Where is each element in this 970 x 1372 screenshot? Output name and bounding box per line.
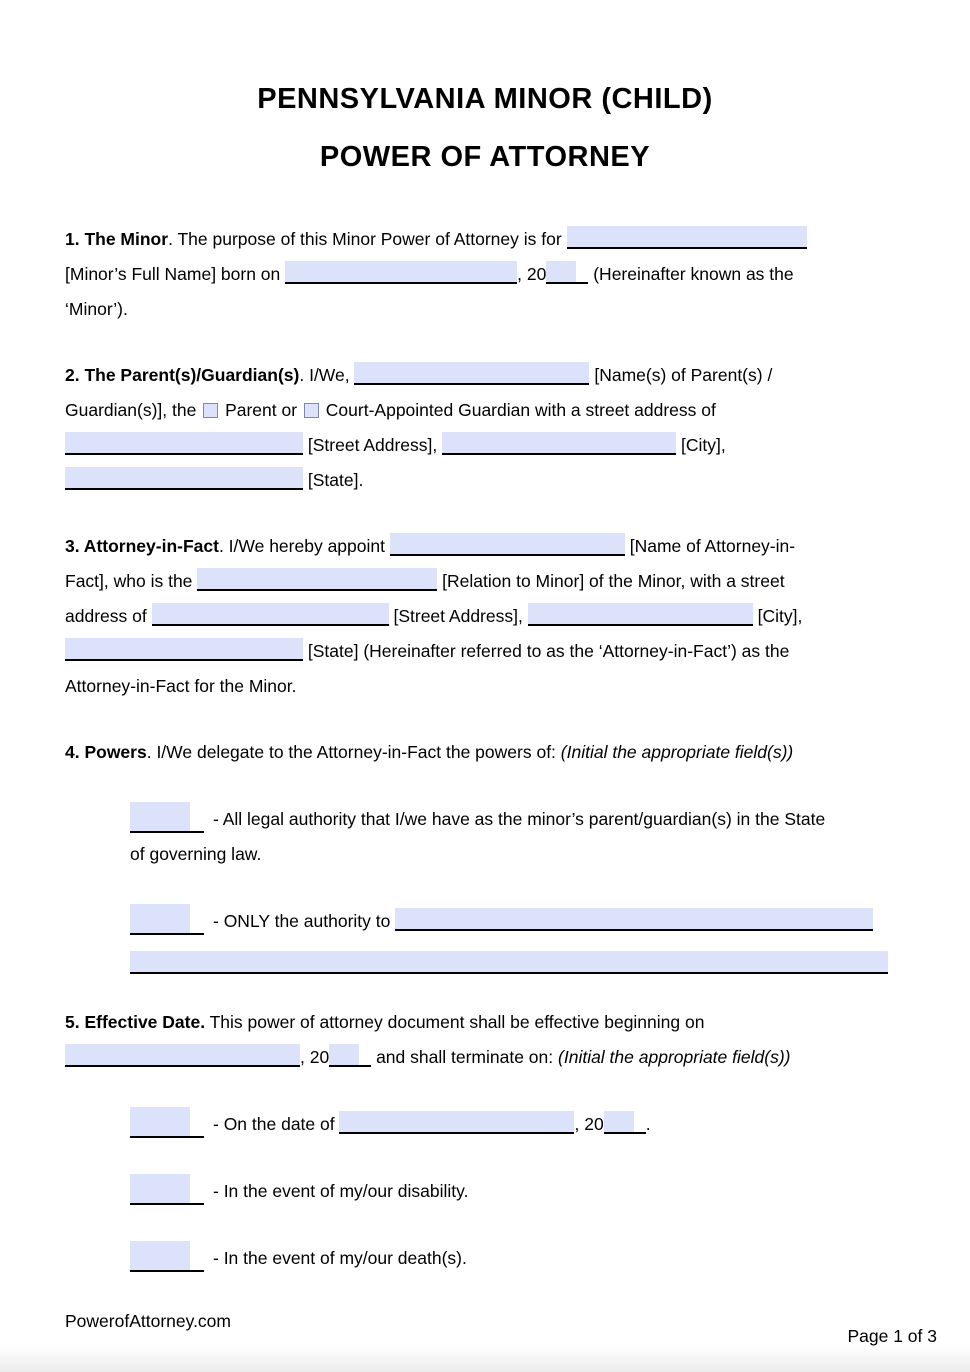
body-text: [State]. — [307, 470, 364, 490]
parent-names-field[interactable] — [354, 362, 589, 385]
section-heading: 5. Effective Date. — [65, 1012, 206, 1032]
text-line — [65, 1040, 905, 1075]
body-text: [Name of Attorney-in- — [629, 536, 796, 556]
initials-all-authority-box[interactable] — [130, 802, 190, 831]
only-authority-description-field-line2[interactable] — [130, 951, 888, 974]
body-text: Fact], who is the — [65, 571, 193, 591]
court-appointed-guardian-checkbox[interactable] — [304, 403, 319, 418]
parent-city-field[interactable] — [442, 432, 676, 455]
instruction-italic: (Initial the appropriate field(s)) — [558, 1047, 791, 1067]
body-text: - In the event of my/our death(s). — [213, 1248, 467, 1268]
minor-birth-year-field[interactable] — [546, 261, 588, 284]
initials-disability-box[interactable] — [130, 1174, 190, 1203]
initials-terminate-date-box[interactable] — [130, 1107, 190, 1136]
termination-year-box[interactable] — [604, 1111, 634, 1132]
body-text: . I/We delegate to the Attorney-in-Fact the powers of: — [146, 742, 556, 762]
text-line — [65, 393, 905, 428]
section-heading: 4. Powers — [65, 742, 147, 762]
text-line — [65, 564, 905, 599]
body-text: [Street Address], — [393, 606, 523, 626]
section-the-minor — [65, 222, 905, 327]
section-heading: 2. The Parent(s)/Guardian(s) — [65, 365, 300, 385]
body-text: Court-Appointed Guardian with a street address of — [325, 400, 716, 420]
text-line — [130, 904, 905, 939]
effective-year-field[interactable] — [329, 1044, 371, 1067]
footer-website: PowerofAttorney.com — [65, 1311, 231, 1331]
only-authority-description-field-line1[interactable] — [395, 908, 873, 931]
terminate-death-item — [130, 1241, 905, 1276]
terminate-on-date-item — [130, 1107, 905, 1142]
text-line — [130, 802, 905, 837]
section-heading: 1. The Minor — [65, 229, 169, 249]
body-text: [Relation to Minor] of the Minor, with a street — [442, 571, 785, 591]
initials-death-field[interactable] — [130, 1241, 204, 1272]
text-line — [65, 1005, 905, 1040]
section-effective-date — [65, 1005, 905, 1276]
body-text: - In the event of my/our disability. — [213, 1181, 469, 1201]
body-text: . The purpose of this Minor Power of Attorney is for — [168, 229, 562, 249]
parent-checkbox[interactable] — [203, 403, 218, 418]
parent-state-field[interactable] — [65, 467, 303, 490]
minor-birth-date-field[interactable] — [285, 261, 517, 284]
initials-only-authority-box[interactable] — [130, 904, 190, 933]
initials-death-box[interactable] — [130, 1241, 190, 1270]
body-text: [Name(s) of Parent(s) / — [594, 365, 773, 385]
termination-year-field[interactable] — [604, 1111, 646, 1134]
effective-year-box[interactable] — [329, 1044, 359, 1065]
effective-date-field[interactable] — [65, 1044, 300, 1067]
body-text: Guardian(s)], the — [65, 400, 197, 420]
body-text: , 20 — [300, 1047, 330, 1067]
relation-to-minor-field[interactable] — [197, 568, 437, 591]
initials-only-authority-field[interactable] — [130, 904, 204, 935]
text-line — [65, 428, 905, 463]
body-text: [Street Address], — [307, 435, 438, 455]
body-text: - All legal authority that I/we have as the minor’s parent/guardian(s) in the State — [213, 809, 826, 829]
text-line — [65, 735, 905, 770]
body-text: This power of attorney document shall be effective beginning on — [209, 1012, 705, 1032]
text-line: ‘Minor’). — [65, 299, 128, 319]
body-text: - ONLY the authority to — [213, 911, 391, 931]
body-text: [City], — [681, 435, 726, 455]
terminate-disability-item — [130, 1174, 905, 1209]
body-text: [State] (Hereinafter referred to as the ‘Attorney-in-Fact’) as the — [307, 641, 790, 661]
text-line — [65, 529, 905, 564]
body-text: and shall terminate on: — [376, 1047, 554, 1067]
attorney-state-field[interactable] — [65, 638, 303, 661]
body-text: [City], — [757, 606, 803, 626]
page-edge-shadow — [0, 1346, 970, 1372]
body-text: (Hereinafter known as the — [593, 264, 794, 284]
body-text: - On the date of — [213, 1114, 335, 1134]
text-line: Attorney-in-Fact for the Minor. — [65, 676, 297, 696]
attorney-city-field[interactable] — [528, 603, 753, 626]
text-line — [65, 222, 905, 257]
text-line — [65, 257, 905, 292]
text-line — [65, 634, 905, 669]
initials-all-authority-field[interactable] — [130, 802, 204, 833]
text-line — [65, 358, 905, 393]
body-text: . I/We, — [299, 365, 350, 385]
powers-all-authority-item — [130, 802, 905, 872]
body-text: address of — [65, 606, 147, 626]
section-heading: 3. Attorney-in-Fact — [65, 536, 219, 556]
termination-date-field[interactable] — [339, 1111, 574, 1134]
body-text: , 20 — [574, 1114, 604, 1134]
section-attorney-in-fact — [65, 529, 905, 704]
body-text: . — [645, 1114, 651, 1134]
body-text: . I/We hereby appoint — [218, 536, 385, 556]
body-text: [Minor’s Full Name] born on — [65, 264, 281, 284]
title-line-2: POWER OF ATTORNEY — [319, 141, 651, 173]
text-line — [65, 463, 905, 498]
text-line — [130, 1241, 905, 1276]
minor-birth-year-box[interactable] — [546, 261, 576, 282]
section-parents-guardians — [65, 358, 905, 498]
minor-full-name-field[interactable] — [567, 226, 807, 249]
powers-only-authority-item — [130, 904, 905, 974]
text-line: of governing law. — [130, 844, 262, 864]
initials-disability-field[interactable] — [130, 1174, 204, 1205]
section-powers — [65, 735, 905, 974]
text-line — [130, 1107, 905, 1142]
body-text: Parent or — [225, 400, 298, 420]
title-line-1: PENNSYLVANIA MINOR (CHILD) — [257, 83, 713, 115]
initials-terminate-date-field[interactable] — [130, 1107, 204, 1138]
attorney-street-address-field[interactable] — [152, 603, 389, 626]
instruction-italic: (Initial the appropriate field(s)) — [560, 742, 794, 762]
parent-street-address-field[interactable] — [65, 432, 303, 455]
text-line — [65, 599, 905, 634]
document-title — [65, 85, 905, 172]
footer-page-number: Page 1 of 3 — [847, 1326, 937, 1346]
attorney-in-fact-name-field[interactable] — [390, 533, 625, 556]
body-text: , 20 — [517, 264, 547, 284]
text-line — [130, 1174, 905, 1209]
